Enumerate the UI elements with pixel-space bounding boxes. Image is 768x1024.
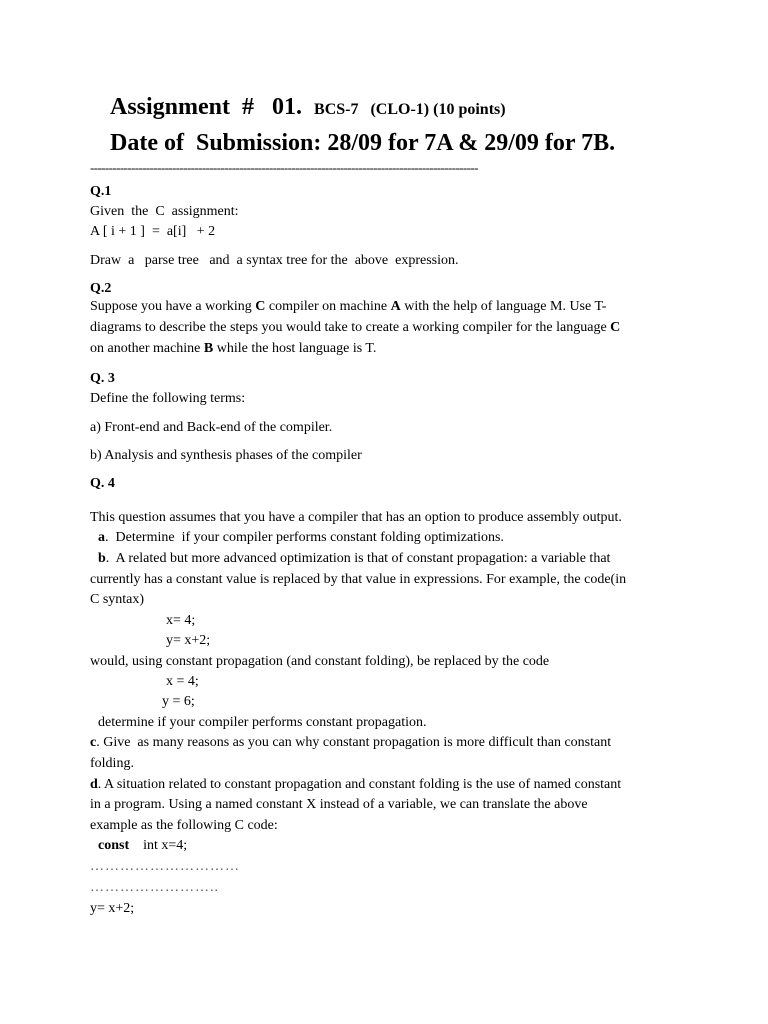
q4-marker-b: b xyxy=(98,551,106,566)
q3-text: Define the following terms: xyxy=(90,391,246,406)
course-info: BCS-7 (CLO-1) (10 points) xyxy=(314,101,506,118)
q4-part-d-line-3: example as the following C code: xyxy=(90,818,278,833)
q4-label: Q. 4 xyxy=(90,476,115,491)
q3-label: Q. 3 xyxy=(90,371,115,386)
q2-text: on another machine xyxy=(90,341,204,356)
q4-part-d-text: . A situation related to constant propagation and constant folding is the use of named constant xyxy=(97,777,622,792)
q1-expression: A [ i + 1 ] = a[i] + 2 xyxy=(90,224,216,239)
q2-line-1 xyxy=(90,297,606,317)
q4-part-d-line-2: in a program. Using a named constant X instead of a variable, we can translate the above xyxy=(90,797,588,812)
code-line: y= x+2; xyxy=(90,901,135,916)
q2-line-3 xyxy=(90,339,376,359)
code-line: x= 4; xyxy=(166,613,196,628)
q2-text: with the help of language M. Use T- xyxy=(400,299,607,314)
q4-determine: determine if your compiler performs constant propagation. xyxy=(98,715,427,730)
q2-bold-a: A xyxy=(390,299,401,314)
q1-instruction: Draw a parse tree and a syntax tree for the above expression. xyxy=(90,253,459,268)
q3-item-a: a) Front-end and Back-end of the compiler. xyxy=(90,420,333,435)
q3-item-b: b) Analysis and synthesis phases of the compiler xyxy=(90,448,362,463)
q2-text: compiler on machine xyxy=(265,299,391,314)
const-declaration: int x=4; xyxy=(129,838,188,853)
q4-part-c-line-2: folding. xyxy=(90,756,134,771)
submission-date: Date of Submission: 28/09 for 7A & 29/09 for 7B. xyxy=(110,130,616,156)
q4-part-b-line-2: currently has a constant value is replaced by that value in expressions. For example, the code(in xyxy=(90,572,627,587)
q4-part-a xyxy=(98,528,504,548)
q2-text: diagrams to describe the steps you would take to create a working compiler for the language xyxy=(90,320,611,335)
ellipsis-line: ………………………… xyxy=(90,859,240,874)
code-line: y= x+2; xyxy=(166,633,211,648)
q1-text: Given the C assignment: xyxy=(90,204,239,219)
q4-part-b xyxy=(98,549,610,569)
q4-part-c-text: . Give as many reasons as you can why constant propagation is more difficult than constant xyxy=(96,735,612,750)
assignment-number: Assignment # 01. xyxy=(110,94,303,120)
const-code-line xyxy=(98,836,187,856)
q1-label: Q.1 xyxy=(90,184,112,199)
q2-label: Q.2 xyxy=(90,281,112,296)
assignment-title xyxy=(110,94,506,121)
q4-part-b-text: . A related but more advanced optimization is that of constant propagation: a variable that xyxy=(105,551,611,566)
q4-after-code: would, using constant propagation (and constant folding), be replaced by the code xyxy=(90,654,550,669)
q4-intro: This question assumes that you have a compiler that has an option to produce assembly output. xyxy=(90,510,622,525)
q4-marker-a: a xyxy=(98,530,105,545)
q2-line-2 xyxy=(90,318,620,338)
q4-part-d xyxy=(90,775,621,795)
q2-text: while the host language is T. xyxy=(213,341,377,356)
ellipsis-line: …………………….. xyxy=(90,880,219,895)
q4-marker-c: c xyxy=(90,735,97,750)
q2-bold-b: B xyxy=(203,341,214,356)
q4-part-b-line-3: C syntax) xyxy=(90,592,145,607)
q2-bold-c: C xyxy=(610,320,621,335)
q4-part-a-text: . Determine if your compiler performs constant folding optimizations. xyxy=(105,530,504,545)
const-keyword: const xyxy=(98,838,130,853)
q4-marker-d: d xyxy=(90,777,98,792)
q2-text: Suppose you have a working xyxy=(90,299,256,314)
code-line: x = 4; xyxy=(166,674,199,689)
separator-line: -------------------------------------------------------------------------------------------------------- xyxy=(90,160,478,175)
q2-bold-c: C xyxy=(255,299,266,314)
q4-part-c xyxy=(90,733,611,753)
code-line: y = 6; xyxy=(162,694,195,709)
